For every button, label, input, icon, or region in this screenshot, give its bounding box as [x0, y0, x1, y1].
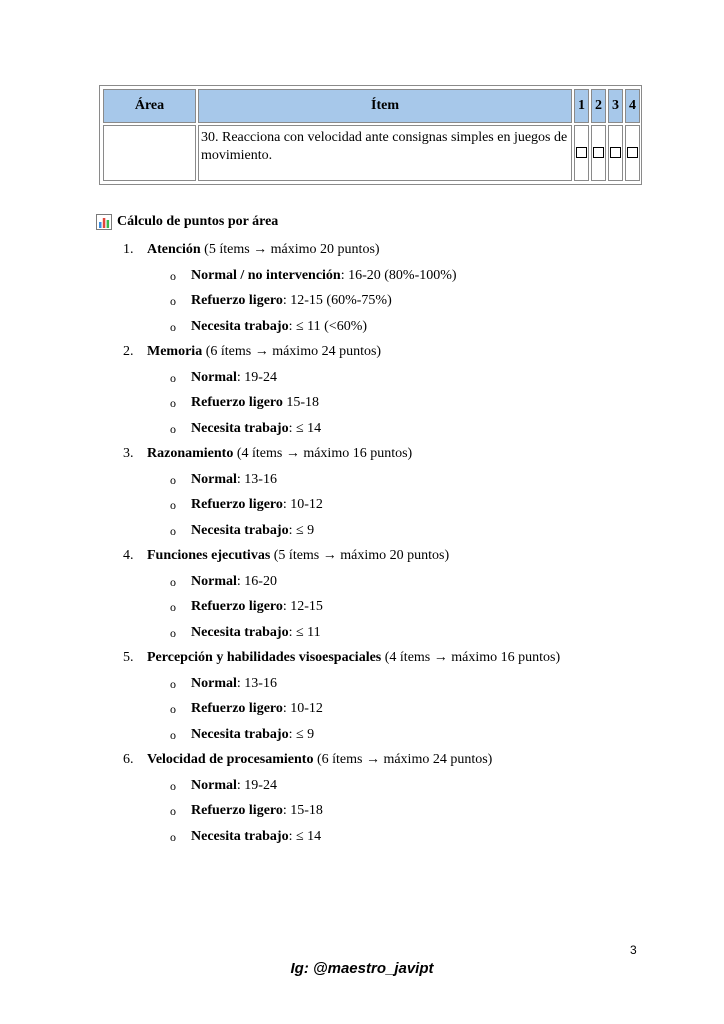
level-item: [0, 395, 724, 421]
checkbox-icon: [627, 147, 638, 158]
level-item: [0, 625, 724, 651]
level-text: [191, 803, 323, 819]
level-text: [191, 472, 277, 488]
level-label: Refuerzo ligero: [191, 803, 283, 818]
level-item: [0, 676, 724, 702]
area-number: 1.: [123, 242, 134, 257]
bullet-icon: o: [170, 778, 176, 793]
level-text: [191, 497, 323, 513]
bullet-icon: o: [170, 421, 176, 436]
checkbox-icon: [610, 147, 621, 158]
header-score-4: 4: [625, 89, 640, 123]
section-heading: [96, 214, 278, 230]
bullet-icon: o: [170, 319, 176, 334]
area-name: Memoria: [147, 344, 203, 359]
level-separator: :: [282, 599, 287, 614]
area-number: 4.: [123, 548, 134, 563]
level-label: Necesita trabajo: [191, 420, 289, 436]
bullet-icon: o: [170, 829, 176, 844]
level-separator: :: [236, 777, 241, 793]
header-item: Ítem: [198, 89, 572, 123]
level-separator: :: [282, 701, 287, 716]
level-text: [191, 268, 457, 284]
level-value: 16-20: [240, 573, 277, 589]
level-text: [191, 599, 323, 615]
level-item: [0, 778, 724, 804]
bullet-icon: o: [170, 472, 176, 487]
area-item: [0, 650, 724, 752]
level-separator: :: [288, 726, 293, 742]
level-label: Refuerzo ligero: [191, 701, 283, 716]
level-label: Refuerzo ligero: [191, 293, 283, 308]
level-value: 19-24: [240, 369, 277, 385]
checkbox-icon: [576, 147, 587, 158]
score-1-checkbox[interactable]: [574, 125, 589, 181]
area-row: [0, 446, 724, 472]
bullet-icon: o: [170, 702, 176, 716]
bullet-icon: o: [170, 574, 176, 589]
level-item: [0, 472, 724, 498]
area-row: [0, 344, 724, 370]
level-item: [0, 599, 724, 625]
level-text: [191, 727, 314, 743]
bar-chart-icon: [96, 214, 112, 230]
level-text: [191, 625, 321, 641]
level-separator: :: [236, 675, 241, 691]
level-item: [0, 268, 724, 294]
area-row: [0, 752, 724, 778]
level-separator: :: [340, 267, 345, 283]
level-value: 10-12: [286, 497, 323, 512]
area-item: [0, 344, 724, 446]
area-text: [147, 344, 381, 360]
area-text: [147, 446, 412, 462]
level-text: [191, 523, 314, 539]
level-item: [0, 574, 724, 600]
level-value: ≤ 14: [292, 828, 322, 844]
level-text: [191, 395, 319, 411]
area-detail: (5 ítems → máximo 20 puntos): [270, 548, 450, 563]
area-text: [147, 752, 492, 768]
area-row: [0, 242, 724, 268]
items-table-frame: [99, 85, 642, 185]
level-value: 13-16: [240, 471, 277, 487]
level-label: Refuerzo ligero: [191, 497, 283, 512]
level-item: [0, 803, 724, 829]
area-detail: (6 ítems → máximo 24 puntos): [313, 752, 493, 767]
level-item: [0, 421, 724, 447]
level-label: Necesita trabajo: [191, 522, 289, 538]
level-separator: :: [282, 293, 287, 308]
area-number: 6.: [123, 752, 134, 767]
level-item: [0, 727, 724, 753]
bullet-icon: o: [170, 727, 176, 742]
level-item: [0, 370, 724, 396]
level-text: [191, 319, 367, 335]
level-label: Necesita trabajo: [191, 318, 289, 334]
level-label: Normal: [191, 369, 237, 385]
table-row: [103, 125, 640, 181]
area-text: [147, 548, 449, 564]
level-value: ≤ 11: [292, 624, 321, 640]
area-name: Percepción y habilidades visoespaciales: [147, 650, 382, 665]
area-detail: (5 ítems → máximo 20 puntos): [200, 242, 380, 257]
level-label: Refuerzo ligero: [191, 395, 283, 410]
level-label: Necesita trabajo: [191, 624, 289, 640]
area-item: [0, 548, 724, 650]
level-value: 13-16: [240, 675, 277, 691]
level-value: 12-15: [286, 599, 323, 614]
score-3-checkbox[interactable]: [608, 125, 623, 181]
level-separator: :: [288, 420, 293, 436]
level-value: ≤ 14: [292, 420, 322, 436]
page-number: 3: [630, 943, 637, 957]
level-label: Necesita trabajo: [191, 726, 289, 742]
level-separator: :: [288, 624, 293, 640]
level-value: ≤ 11 (<60%): [292, 318, 368, 334]
level-label: Normal: [191, 675, 237, 691]
area-item: [0, 446, 724, 548]
area-score-list: [0, 242, 724, 854]
level-value: ≤ 9: [292, 522, 315, 538]
area-name: Funciones ejecutivas: [147, 548, 271, 563]
table-header-row: [103, 89, 640, 123]
section-title: Cálculo de puntos por área: [117, 214, 279, 229]
level-separator: :: [236, 573, 241, 589]
score-4-checkbox[interactable]: [625, 125, 640, 181]
score-2-checkbox[interactable]: [591, 125, 606, 181]
level-value: 15-18: [286, 803, 323, 818]
level-item: [0, 701, 724, 727]
header-score-3: 3: [608, 89, 623, 123]
area-item: [0, 752, 724, 854]
level-text: [191, 421, 321, 437]
level-item: [0, 319, 724, 345]
bullet-icon: o: [170, 294, 176, 308]
bullet-icon: o: [170, 523, 176, 538]
area-row: [0, 650, 724, 676]
level-label: Refuerzo ligero: [191, 599, 283, 614]
header-score-1: 1: [574, 89, 589, 123]
bullet-icon: o: [170, 498, 176, 512]
level-label: Normal: [191, 573, 237, 589]
header-score-2: 2: [591, 89, 606, 123]
level-label: Normal: [191, 471, 237, 487]
level-value: 10-12: [286, 701, 323, 716]
checkbox-icon: [593, 147, 604, 158]
area-number: 5.: [123, 650, 134, 665]
level-text: [191, 370, 277, 386]
level-text: [191, 829, 321, 845]
bullet-icon: o: [170, 370, 176, 385]
item-cell: 30. Reacciona con velocidad ante consignas simples en juegos de movimiento.: [198, 125, 572, 181]
level-separator: :: [288, 522, 293, 538]
area-name: Razonamiento: [147, 446, 234, 461]
items-table: [101, 87, 642, 183]
area-text: [147, 242, 380, 258]
level-separator: :: [288, 318, 293, 334]
level-separator: :: [236, 471, 241, 487]
footer-handle: Ig: @maestro_javipt: [290, 960, 434, 977]
level-value: 12-15 (60%-75%): [286, 293, 392, 308]
area-detail: (4 ítems → máximo 16 puntos): [233, 446, 413, 461]
bullet-icon: o: [170, 396, 176, 410]
level-value: 15-18: [282, 395, 320, 410]
area-detail: (6 ítems → máximo 24 puntos): [202, 344, 382, 359]
level-label: Necesita trabajo: [191, 828, 289, 844]
level-value: 16-20 (80%-100%): [344, 267, 457, 283]
area-name: Velocidad de procesamiento: [147, 752, 314, 767]
area-name: Atención: [147, 242, 201, 257]
header-area: Área: [103, 89, 196, 123]
area-row: [0, 548, 724, 574]
bullet-icon: o: [170, 804, 176, 818]
level-label: Normal: [191, 777, 237, 793]
level-text: [191, 676, 277, 692]
level-separator: :: [236, 369, 241, 385]
area-number: 3.: [123, 446, 134, 461]
level-text: [191, 574, 277, 590]
level-text: [191, 778, 277, 794]
level-value: ≤ 9: [292, 726, 315, 742]
level-item: [0, 497, 724, 523]
level-item: [0, 293, 724, 319]
area-text: [147, 650, 560, 666]
bullet-icon: o: [170, 600, 176, 614]
area-number: 2.: [123, 344, 134, 359]
level-label: Normal / no intervención: [191, 267, 341, 283]
area-cell: [103, 125, 196, 181]
level-text: [191, 293, 392, 309]
level-separator: :: [282, 803, 287, 818]
area-detail: (4 ítems → máximo 16 puntos): [381, 650, 561, 665]
level-separator: :: [282, 497, 287, 512]
bullet-icon: o: [170, 625, 176, 640]
level-text: [191, 701, 323, 717]
bullet-icon: o: [170, 676, 176, 691]
level-value: 19-24: [240, 777, 277, 793]
bullet-icon: o: [170, 268, 176, 283]
area-item: [0, 242, 724, 344]
level-separator: :: [288, 828, 293, 844]
level-item: [0, 523, 724, 549]
level-item: [0, 829, 724, 855]
